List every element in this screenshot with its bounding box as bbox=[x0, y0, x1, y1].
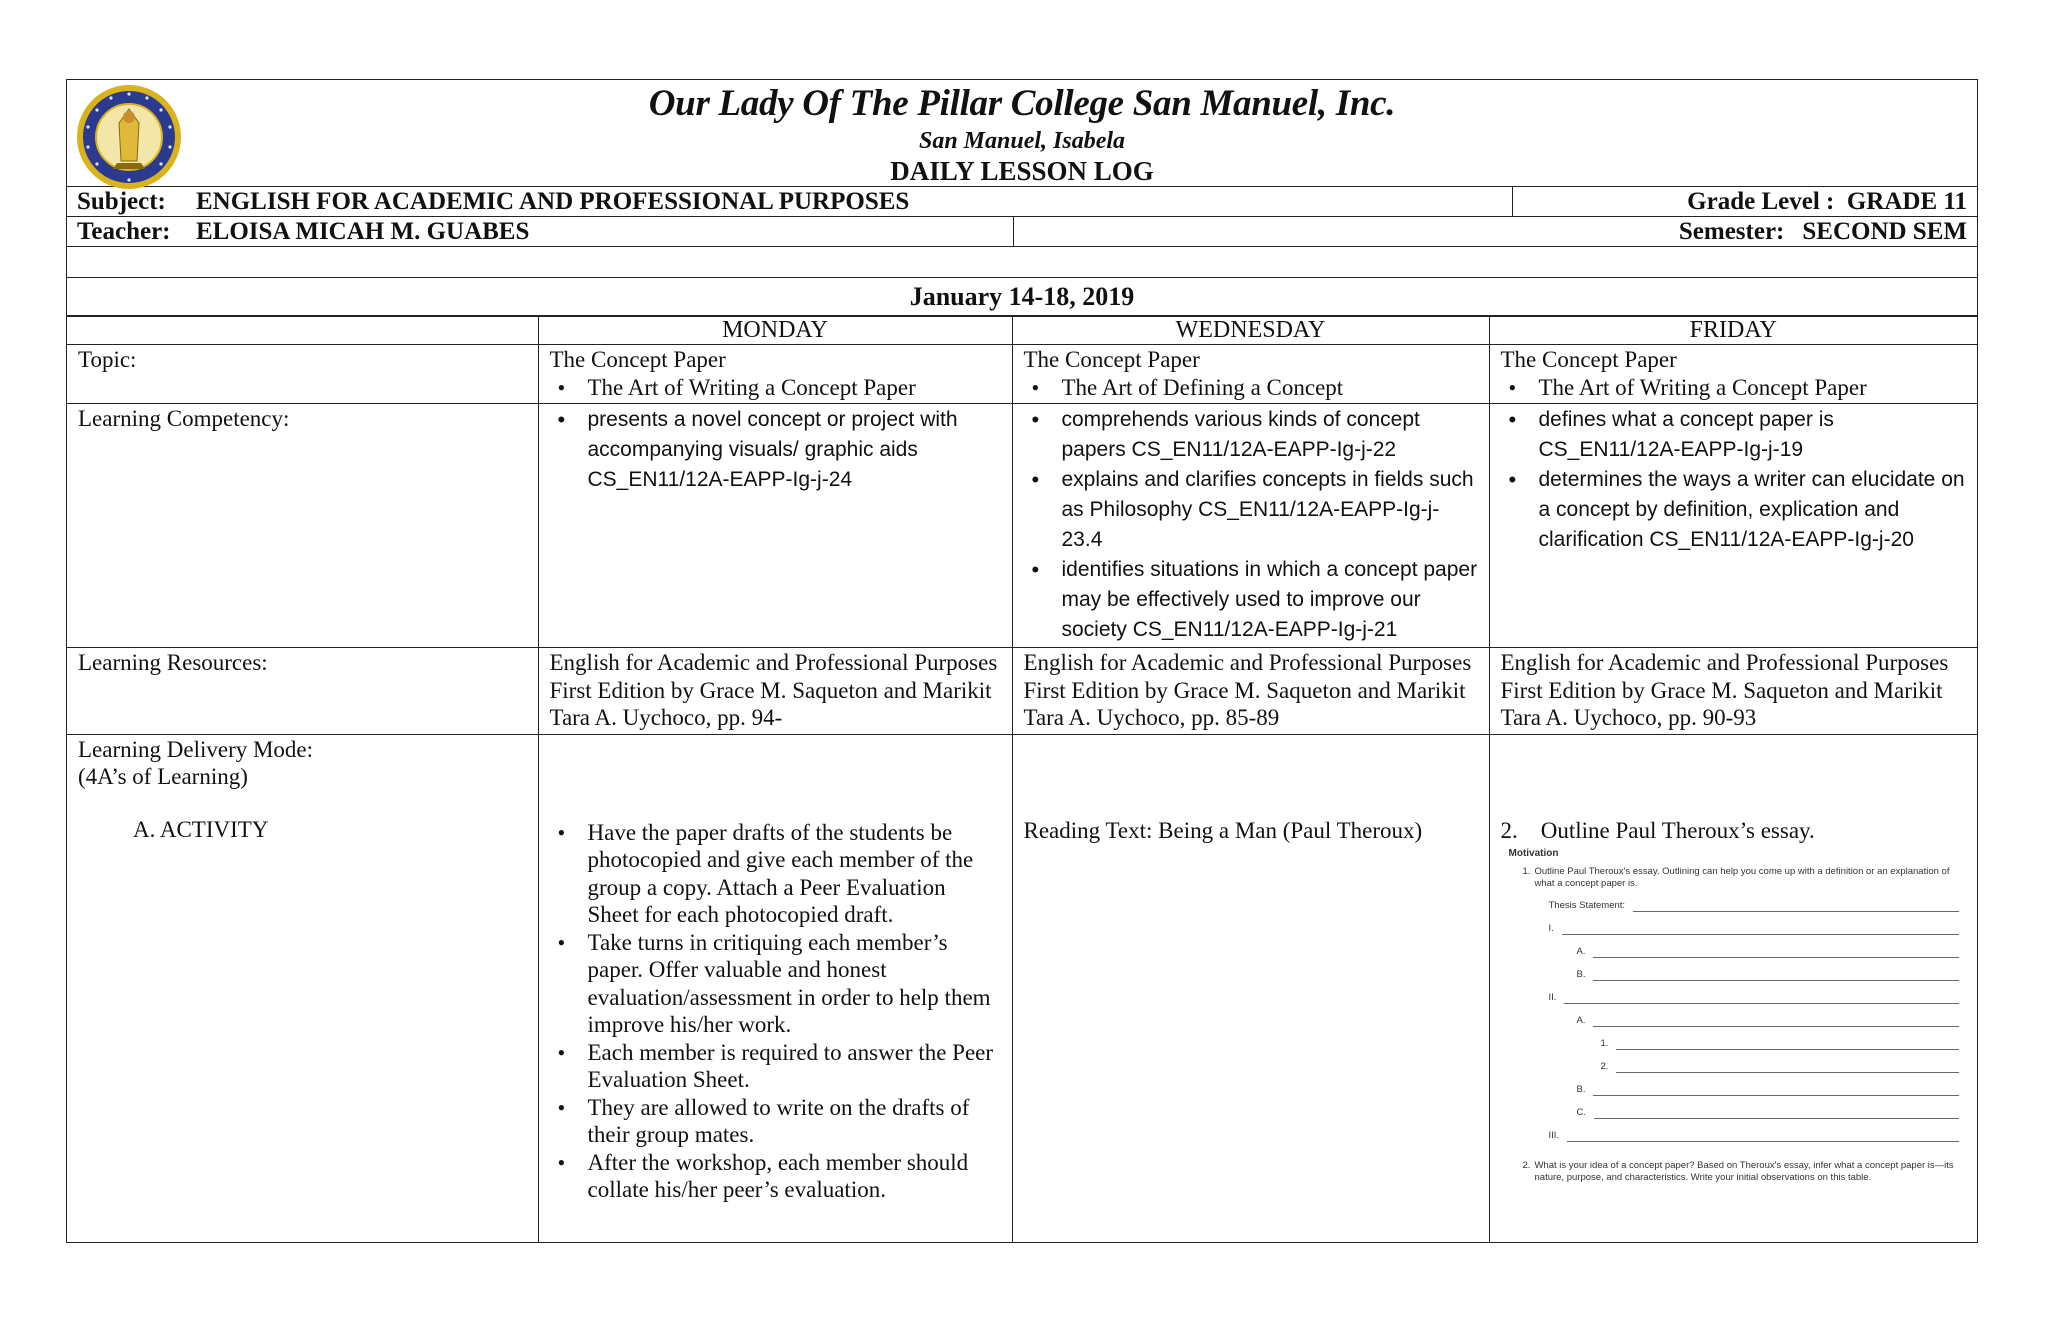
delivery-label-cell bbox=[67, 734, 538, 1242]
activity-step: • Take turns in critiquing each member’s paper. Offer valuable and honest evaluation/assessment in order to help them improve his/her work. bbox=[550, 929, 1002, 1039]
delivery-row bbox=[67, 734, 1977, 1242]
outline-lines bbox=[1509, 896, 1959, 1142]
document-type: DAILY LESSON LOG bbox=[890, 156, 1154, 186]
topic-friday-bullet: • The Art of Writing a Concept Paper bbox=[1501, 374, 1968, 402]
delivery-sublabel: (4A’s of Learning) bbox=[78, 764, 248, 789]
topic-monday bbox=[538, 345, 1012, 404]
worksheet-item-1: Outline Paul Theroux's essay. Outlining can help you come up with a definition or an explanation of what a concept paper is. bbox=[1534, 866, 1950, 889]
resources-friday: English for Academic and Professional Purposes First Edition by Grace M. Saqueton and Marikit Tara A. Uychoco, pp. 90-93 bbox=[1489, 648, 1977, 735]
outline-marker: B. bbox=[1576, 969, 1586, 980]
resources-monday: English for Academic and Professional Purposes First Edition by Grace M. Saqueton and Marikit Tara A. Uychoco, pp. 94- bbox=[538, 648, 1012, 735]
outline-marker: 1. bbox=[1600, 1038, 1609, 1049]
semester-value: SECOND SEM bbox=[1802, 218, 1967, 245]
day-wednesday: WEDNESDAY bbox=[1012, 317, 1489, 345]
competency-item: • presents a novel concept or project with accompanying visuals/ graphic aids CS_EN11/12A-EAPP-Ig-j-24 bbox=[550, 405, 1002, 495]
delivery-label: Learning Delivery Mode: bbox=[78, 736, 314, 762]
outline-marker: A. bbox=[1576, 1015, 1586, 1026]
activity-step: • Have the paper drafts of the students be photocopied and give each member of the group a copy. Attach a Peer Evaluation Sheet for each photocopied draft. bbox=[550, 819, 1002, 929]
delivery-friday bbox=[1489, 734, 1977, 1242]
topic-friday-title: The Concept Paper bbox=[1500, 347, 1677, 372]
worksheet-item-number: 1. bbox=[1522, 866, 1531, 877]
resources-wednesday: English for Academic and Professional Purposes First Edition by Grace M. Saqueton and Marikit Tara A. Uychoco, pp. 85-89 bbox=[1012, 648, 1489, 735]
topic-wednesday bbox=[1012, 345, 1489, 404]
activity-step: • After the workshop, each member should collate his/her peer’s evaluation. bbox=[550, 1149, 1002, 1204]
thesis-label: Thesis Statement: bbox=[1548, 900, 1626, 911]
activity-label: A. ACTIVITY bbox=[133, 816, 269, 842]
topic-monday-bullet: • The Art of Writing a Concept Paper bbox=[550, 374, 1002, 402]
competency-friday bbox=[1489, 404, 1977, 648]
teacher-label: Teacher: bbox=[77, 218, 171, 245]
day-monday: MONDAY bbox=[538, 317, 1012, 345]
college-location: San Manuel, Isabela bbox=[918, 128, 1126, 154]
college-seal-icon bbox=[75, 83, 183, 191]
lesson-table bbox=[67, 316, 1977, 1242]
competency-monday bbox=[538, 404, 1012, 648]
activity-step: • Each member is required to answer the Peer Evaluation Sheet. bbox=[550, 1039, 1002, 1094]
worksheet-item-2: What is your idea of a concept paper? Based on Theroux's essay, infer what a concept paper is—its nature, purpose, and characteristics. Write your initial observations on this table. bbox=[1534, 1160, 1954, 1183]
activity-step: • They are allowed to write on the drafts of their group mates. bbox=[550, 1094, 1002, 1149]
competency-item: • determines the ways a writer can elucidate on a concept by definition, explication and clarification CS_EN11/12A-EAPP-Ig-j-20 bbox=[1501, 465, 1968, 555]
outline-marker: A. bbox=[1576, 946, 1586, 957]
topic-wednesday-bullet: • The Art of Defining a Concept bbox=[1024, 374, 1479, 402]
delivery-monday bbox=[538, 734, 1012, 1242]
teacher-value: ELOISA MICAH M. GUABES bbox=[196, 218, 530, 245]
outline-marker: II. bbox=[1548, 992, 1557, 1003]
day-header-blank bbox=[67, 317, 538, 345]
worksheet-heading: Motivation bbox=[1508, 848, 1559, 859]
lesson-log-document bbox=[66, 79, 1978, 1243]
competency-row bbox=[67, 404, 1977, 648]
delivery-wednesday bbox=[1012, 734, 1489, 1242]
topic-friday bbox=[1489, 345, 1977, 404]
resources-row bbox=[67, 648, 1977, 735]
worksheet-item-number: 2. bbox=[1522, 1160, 1531, 1171]
subject-value: ENGLISH FOR ACADEMIC AND PROFESSIONAL PURPOSES bbox=[196, 188, 910, 215]
college-name: Our Lady Of The Pillar College San Manuel, Inc. bbox=[648, 83, 1396, 124]
resources-label: Learning Resources: bbox=[67, 648, 538, 735]
competency-item: • identifies situations in which a concept paper may be effectively used to improve our society CS_EN11/12A-EAPP-Ig-j-21 bbox=[1024, 555, 1479, 645]
subject-row bbox=[67, 187, 1977, 217]
day-friday: FRIDAY bbox=[1489, 317, 1977, 345]
competency-item: • defines what a concept paper is CS_EN11/12A-EAPP-Ig-j-19 bbox=[1501, 405, 1968, 465]
teacher-row bbox=[67, 217, 1977, 247]
friday-activity-text: Outline Paul Theroux’s essay. bbox=[1540, 817, 1815, 843]
friday-activity bbox=[1501, 817, 1968, 845]
document-header bbox=[67, 80, 1977, 187]
competency-wednesday bbox=[1012, 404, 1489, 648]
motivation-worksheet bbox=[1509, 848, 1959, 1184]
friday-activity-number: 2. bbox=[1500, 817, 1518, 843]
outline-marker: 2. bbox=[1600, 1061, 1609, 1072]
semester-label: Semester: bbox=[1678, 218, 1785, 245]
competency-label: Learning Competency: bbox=[67, 404, 538, 648]
reading-text: Reading Text: Being a Man (Paul Theroux) bbox=[1023, 817, 1423, 843]
day-header-row bbox=[67, 317, 1977, 345]
competency-item: • explains and clarifies concepts in fields such as Philosophy CS_EN11/12A-EAPP-Ig-j-23.4 bbox=[1024, 465, 1479, 555]
grade-value: GRADE 11 bbox=[1846, 188, 1967, 215]
topic-row bbox=[67, 345, 1977, 404]
outline-marker: B. bbox=[1576, 1084, 1586, 1095]
topic-monday-title: The Concept Paper bbox=[549, 347, 726, 372]
outline-marker: I. bbox=[1548, 923, 1554, 934]
date-range: January 14-18, 2019 bbox=[67, 278, 1977, 316]
topic-wednesday-title: The Concept Paper bbox=[1023, 347, 1200, 372]
grade-label: Grade Level : bbox=[1687, 188, 1835, 215]
outline-marker: III. bbox=[1548, 1130, 1560, 1141]
blank-row bbox=[67, 247, 1977, 278]
outline-marker: C. bbox=[1576, 1107, 1586, 1118]
competency-item: • comprehends various kinds of concept papers CS_EN11/12A-EAPP-Ig-j-22 bbox=[1024, 405, 1479, 465]
topic-label: Topic: bbox=[67, 345, 538, 404]
subject-label: Subject: bbox=[77, 188, 166, 215]
